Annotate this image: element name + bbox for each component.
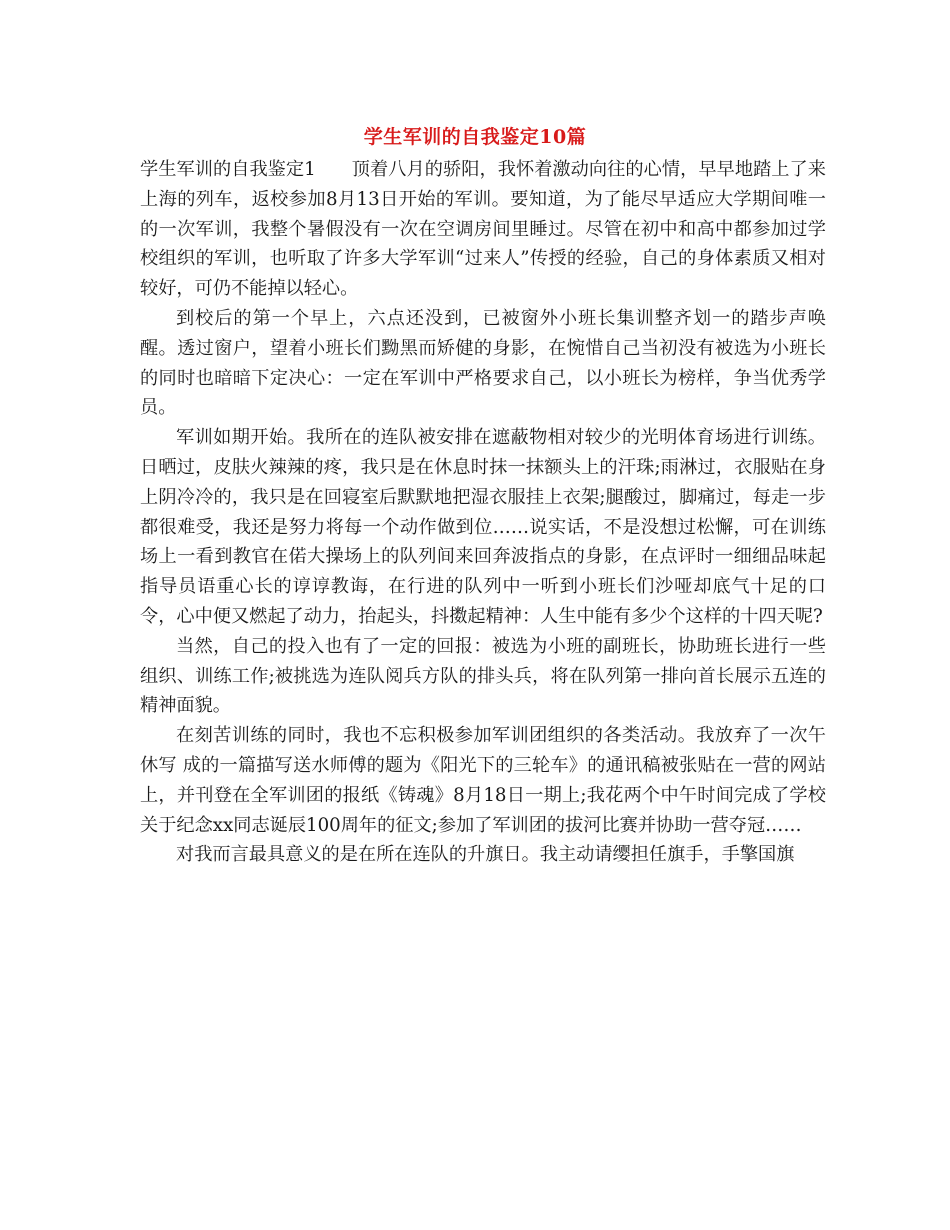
document-body: [140, 155, 826, 870]
document-title: 学生军训的自我鉴定10篇: [363, 126, 587, 148]
paragraph-3: 军训如期开始。我所在的连队被安排在遮蔽物相对较少的光明体育场进行训练。日晒过，皮肤火辣辣的疼，我只是在休息时抹一抹额头上的汗珠;雨淋过，衣服贴在身上阴冷冷的，我只是在回寝室后默默地把湿衣服挂上衣架;腿酸过，脚痛过，每走一步都很难受，我还是努力将每一个动作做到位……说实话，不是没想过松懈，可在训练场上一看到教官在偌大操场上的队列间来回奔波指点的身影，在点评时一细细品味起指导员语重心长的谆谆教诲，在行进的队列中一听到小班长们沙哑却底气十足的口令，心中便又燃起了动力，抬起头，抖擞起精神：人生中能有多少个这样的十四天呢?: [140, 427, 826, 627]
paragraph-6: 对我而言最具意义的是在所在连队的升旗日。我主动请缨担任旗手，手擎国旗: [176, 844, 795, 866]
paragraph-5: 在刻苦训练的同时，我也不忘积极参加军训团组织的各类活动。我放弃了一次午休写 成的一篇描写送水师傅的题为《阳光下的三轮车》的通讯稿被张贴在一营的网站上，并刊登在全军训团的报纸《铸魂》8月18日一期上;我花两个中午时间完成了学校关于纪念xx同志诞辰100周年的征文;参加了军训团的拔河比赛并协助一营夺冠……: [140, 725, 826, 836]
section-heading: 学生军训的自我鉴定1: [140, 159, 316, 180]
paragraph-1: [140, 155, 826, 304]
paragraph-1-text: 顶着八月的骄阳，我怀着激动向往的心情，早早地踏上了来上海的列车，返校参加8月13日开始的军训。要知道，为了能尽早适应大学期间唯一的一次军训，我整个暑假没有一次在空调房间里睡过。尽管在初中和高中都参加过学校组织的军训，也听取了许多大学军训“过来人”传授的经验，自己的身体素质又相对较好，可仍不能掉以轻心。: [140, 159, 826, 300]
paragraph-2: 到校后的第一个早上，六点还没到，已被窗外小班长集训整齐划一的踏步声唤醒。透过窗户，望着小班长们黝黑而矫健的身影，在惋惜自己当初没有被选为小班长的同时也暗暗下定决心：一定在军训中严格要求自己，以小班长为榜样，争当优秀学员。: [140, 307, 826, 419]
paragraph-4: 当然，自己的投入也有了一定的回报：被选为小班的副班长，协助班长进行一些组织、训练工作;被挑选为连队阅兵方队的排头兵，将在队列第一排向首长展示五连的精神面貌。: [140, 635, 826, 717]
